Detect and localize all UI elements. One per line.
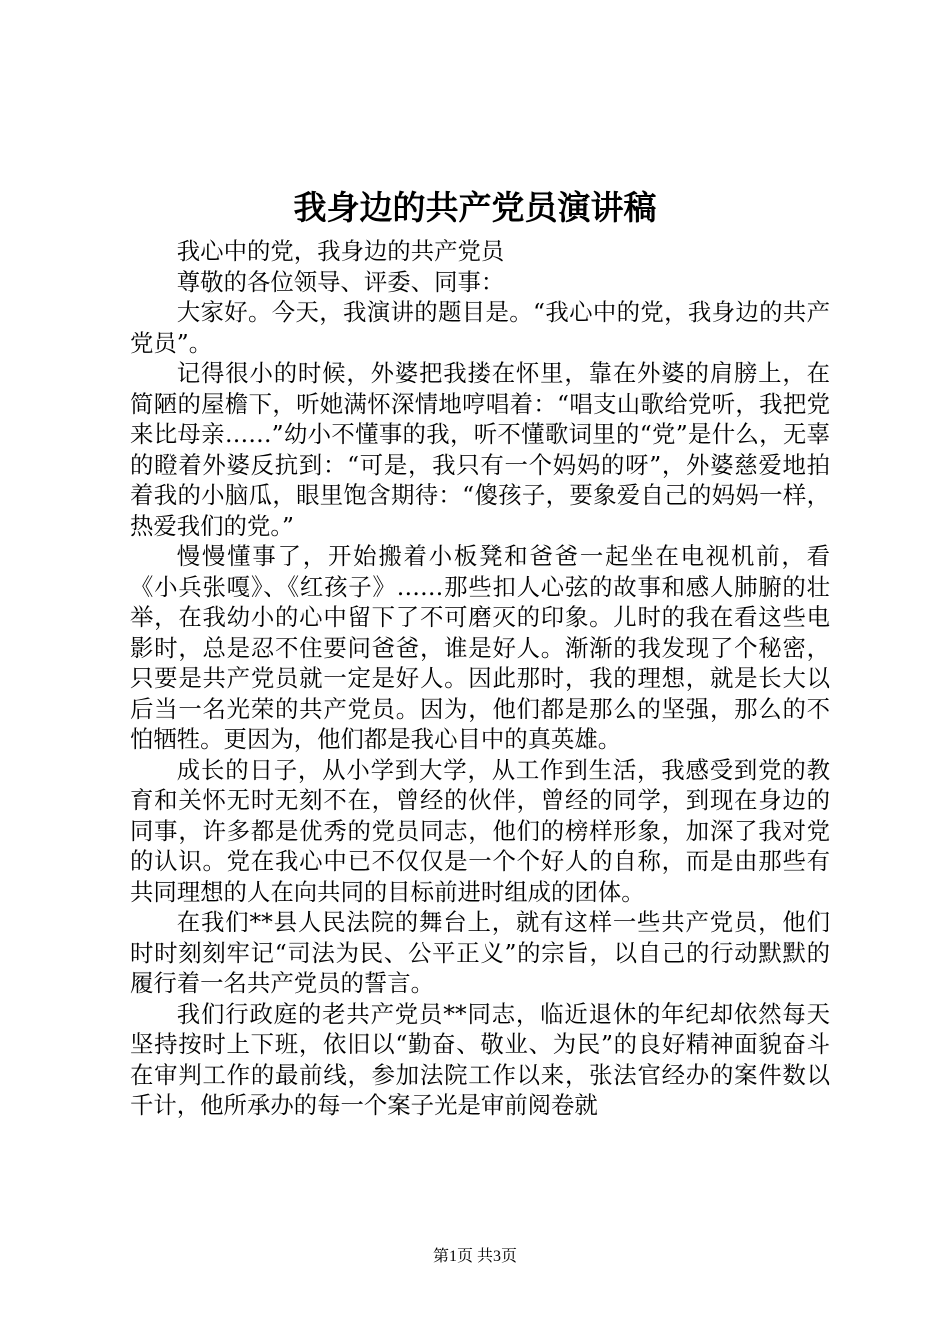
paragraph: 在我们**县人民法院的舞台上，就有这样一些共产党员，他们时时刻刻牢记“司法为民、公平正义”的宗旨，以自己的行动默默的履行着一名共产党员的誓言。: [130, 908, 830, 997]
paragraph: 尊敬的各位领导、评委、同事：: [176, 267, 505, 296]
document-body: [130, 236, 830, 1121]
paragraph: 大家好。今天，我演讲的题目是。“我心中的党，我身边的共产党员”。: [130, 298, 830, 357]
document-title: 我身边的共产党员演讲稿: [293, 188, 657, 227]
page-footer: 第1页 共3页: [432, 1248, 517, 1265]
paragraph: 我们行政庭的老共产党员**同志，临近退休的年纪却依然每天坚持按时上下班，依旧以“勤奋、敬业、为民”的良好精神面貌奋斗在审判工作的最前线，参加法院工作以来，张法官经办的案件数以千计，他所承办的每一个案子光是审前阅卷就: [130, 999, 830, 1119]
paragraph: 慢慢懂事了，开始搬着小板凳和爸爸一起坐在电视机前，看《小兵张嘎》、《红孩子》……那些扣人心弦的故事和感人肺腑的壮举，在我幼小的心中留下了不可磨灭的印象。儿时的我在看这些电影时，总是忍不住要问爸爸，谁是好人。渐渐的我发现了个秘密，只要是共产党员就一定是好人。因此那时，我的理想，就是长大以后当一名光荣的共产党员。因为，他们都是那么的坚强，那么的不怕牺牲。更因为，他们都是我心目中的真英雄。: [130, 542, 830, 753]
paragraph: 成长的日子，从小学到大学，从工作到生活，我感受到党的教育和关怀无时无刻不在，曾经的伙伴，曾经的同学，到现在身边的同事，许多都是优秀的党员同志，他们的榜样形象，加深了我对党的认识。党在我心中已不仅仅是一个个好人的自称，而是由那些有共同理想的人在向共同的目标前进时组成的团体。: [130, 755, 830, 906]
paragraph: 记得很小的时候，外婆把我搂在怀里，靠在外婆的肩膀上，在简陋的屋檐下，听她满怀深情地哼唱着：“唱支山歌给党听，我把党来比母亲……”幼小不懂事的我，听不懂歌词里的“党”是什么，无辜的瞪着外婆反抗到：“可是，我只有一个妈妈的呀”，外婆慈爱地拍着我的小脑瓜，眼里饱含期待：“傻孩子，要象爱自己的妈妈一样，热爱我们的党。”: [130, 359, 830, 540]
paragraph: 我心中的党，我身边的共产党员: [176, 237, 505, 265]
